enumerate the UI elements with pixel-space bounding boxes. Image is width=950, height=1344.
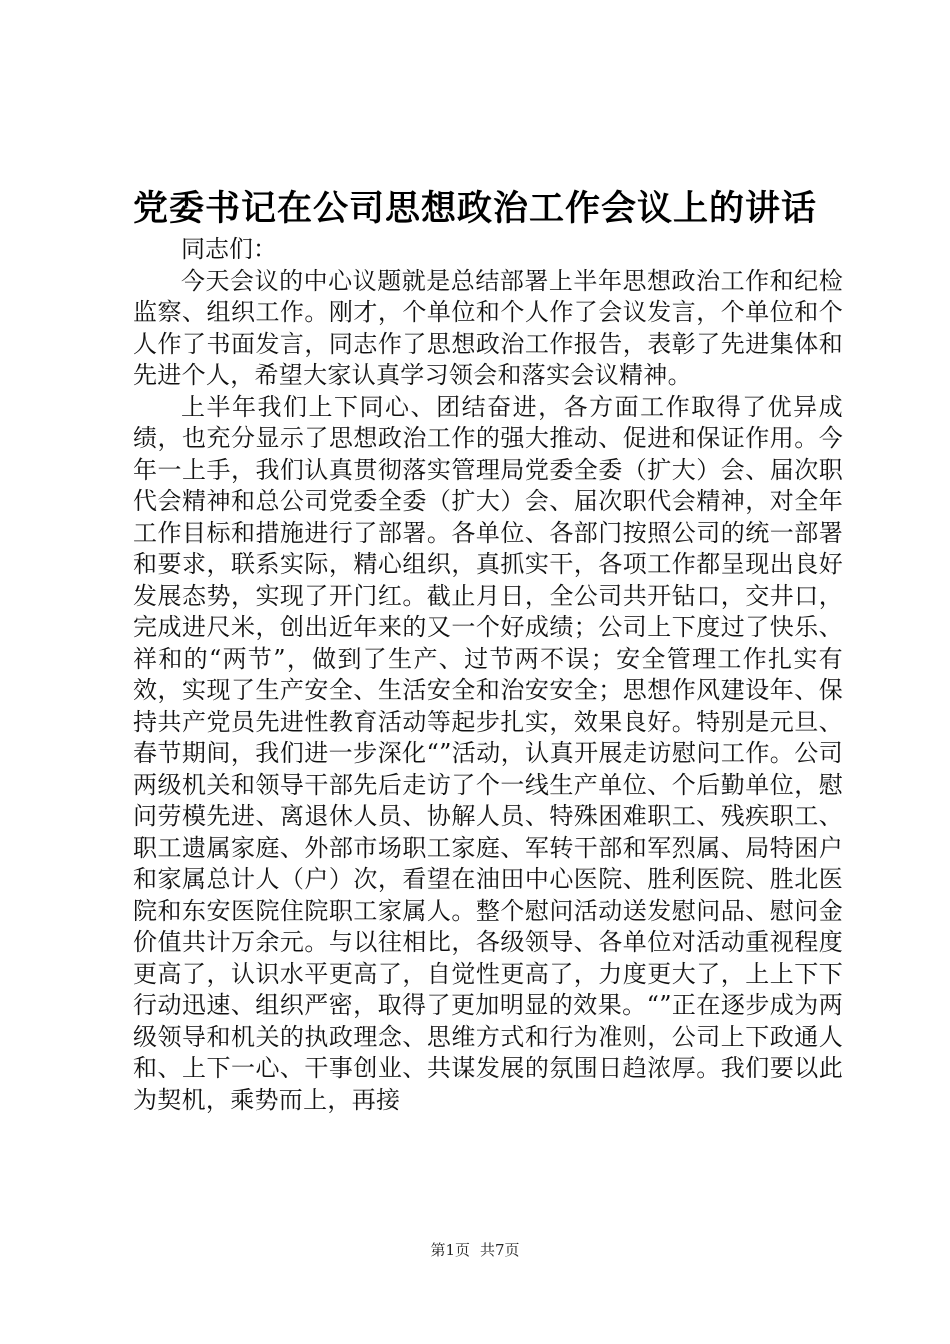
page-number: 第1页 <box>430 1241 470 1259</box>
body-paragraph-2: 上半年我们上下同心、团结奋进，各方面工作取得了优异成绩，也充分显示了思想政治工作的强大推动、促进和保证作用。今年一上手，我们认真贯彻落实管理局党委全委（扩大）会、届次职代会精神和总公司党委全委（扩大）会、届次职代会精神，对全年工作目标和措施进行了部署。各单位、各部门按照公司的统一部署和要求，联系实际，精心组织，真抓实干，各项工作都呈现出良好发展态势，实现了开门红。截止月日，全公司共开钻口，交井口，完成进尺米，创出近年来的又一个好成绩；公司上下度过了快乐、祥和的“两节”，做到了生产、过节两不误；安全管理工作扎实有效，实现了生产安全、生活安全和治安安全；思想作风建设年、保持共产党员先进性教育活动等起步扎实，效果良好。特别是元旦、春节期间，我们进一步深化“”活动，认真开展走访慰问工作。公司两级机关和领导干部先后走访了个一线生产单位、个后勤单位，慰问劳模先进、离退休人员、协解人员、特殊困难职工、残疾职工、职工遗属家庭、外部市场职工家庭、军转干部和军烈属、局特困户和家属总计人（户）次，看望在油田中心医院、胜利医院、胜北医院和东安医院住院职工家属人。整个慰问活动送发慰问品、慰问金价值共计万余元。与以往相比，各级领导、各单位对活动重视程度更高了，认识水平更高了，自觉性更高了，力度更大了，上上下下行动迅速、组织严密，取得了更加明显的效果。“”正在逐步成为两级领导和机关的执政理念、思维方式和行为准则，公司上下政通人和、上下一心、干事创业、共谋发展的氛围日趋浓厚。我们要以此为契机，乘势而上，再接 <box>133 392 843 1114</box>
greeting-line: 同志们： <box>181 235 277 263</box>
total-pages: 共7页 <box>480 1241 520 1259</box>
page-footer <box>0 1240 950 1260</box>
document-body <box>133 234 843 1116</box>
document-title: 党委书记在公司思想政治工作会议上的讲话 <box>132 188 817 229</box>
body-paragraph-1: 今天会议的中心议题就是总结部署上半年思想政治工作和纪检监察、组织工作。刚才，个单位和个人作了会议发言，个单位和个人作了书面发言，同志作了思想政治工作报告，表彰了先进集体和先进个人，希望大家认真学习领会和落实会议精神。 <box>133 266 843 389</box>
